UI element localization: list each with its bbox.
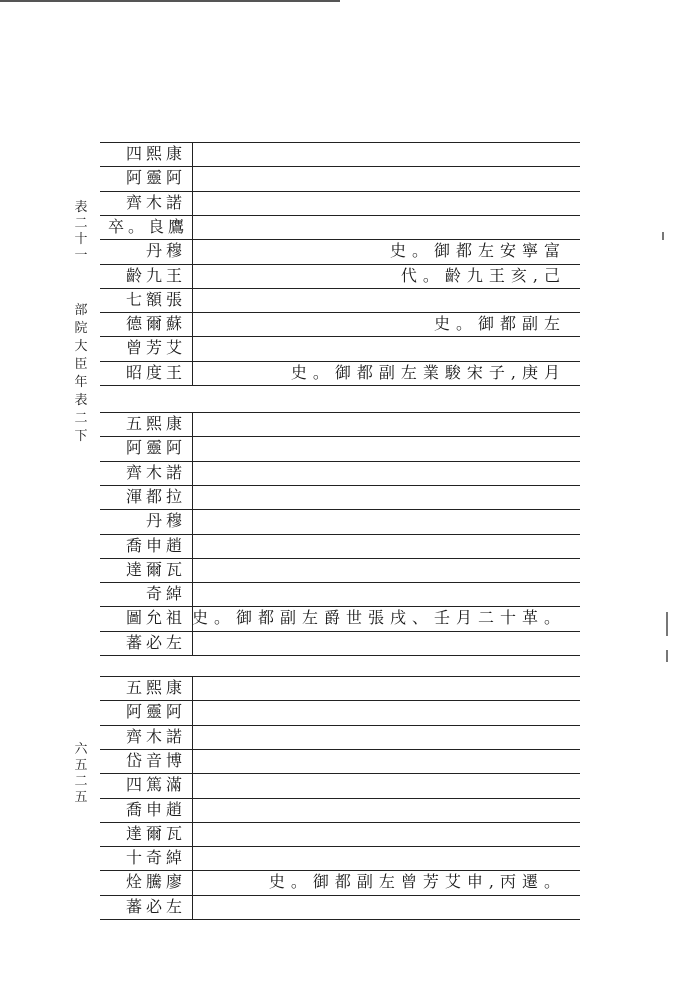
margin-char: 六 — [74, 742, 88, 757]
official-name: 阿靈阿 — [125, 702, 186, 722]
official-name: 齡九王 — [125, 265, 186, 285]
margin-char: 二 — [74, 411, 88, 426]
official-name: 四篤滿 — [125, 775, 186, 795]
scan-top-edge — [0, 0, 340, 2]
official-name: 烇騰廖 — [125, 872, 186, 892]
row-rule — [100, 919, 580, 920]
appointment-note: 史。御都副左 — [433, 314, 566, 334]
appointment-note: 史。御都副左曾芳艾申,丙遷。 — [268, 872, 566, 892]
official-name: 七額張 — [125, 289, 186, 309]
official-name: 達爾瓦 — [125, 823, 186, 843]
margin-char: 二 — [74, 216, 88, 231]
official-name: 卒。良鷹 — [108, 216, 189, 236]
margin-char: 十 — [74, 232, 88, 247]
appointment-note: 史。御都副左爵世張戌、壬月二十革。 — [191, 608, 566, 628]
scan-speck — [662, 232, 664, 240]
appointment-note: 代。齡九王亥,己 — [400, 265, 566, 285]
margin-char: 年 — [74, 375, 88, 390]
margin-char: 表 — [74, 393, 88, 408]
table-section — [100, 142, 580, 385]
margin-char: 大 — [74, 339, 88, 354]
margin-char: 表 — [74, 200, 88, 215]
row-rule — [100, 655, 580, 656]
official-name: 齊木諾 — [125, 192, 186, 212]
official-name: 五熙康 — [125, 678, 186, 697]
official-name: 蕃必左 — [125, 896, 186, 916]
row-rule — [100, 385, 580, 386]
official-name: 喬申趙 — [125, 799, 186, 819]
official-name: 奇綽 — [145, 584, 186, 604]
appointment-note: 史。御都左安寧富 — [389, 241, 566, 261]
margin-char: 二 — [74, 774, 88, 789]
scan-speck — [666, 650, 668, 662]
appointment-note: 史。御都副左業駿宋子,庚月 — [290, 362, 566, 382]
page-number — [74, 742, 88, 806]
official-name: 十奇綽 — [125, 848, 186, 868]
official-name: 丹穆 — [145, 241, 186, 261]
official-name: 德爾蘇 — [125, 314, 186, 334]
official-name: 渾都拉 — [125, 486, 186, 506]
official-name: 喬申趙 — [125, 535, 186, 555]
column-divider — [192, 142, 193, 385]
official-name: 昭度王 — [125, 362, 186, 382]
margin-volume-label — [74, 200, 88, 264]
margin-char: 部 — [74, 303, 88, 318]
official-name: 蕃必左 — [125, 632, 186, 652]
margin-char: 臣 — [74, 357, 88, 372]
official-name: 圖允祖 — [125, 608, 186, 628]
official-name: 四熙康 — [125, 144, 186, 163]
official-name: 岱音博 — [125, 750, 186, 770]
table-section — [100, 676, 580, 919]
official-name: 丹穆 — [145, 511, 186, 531]
margin-char: 院 — [74, 321, 88, 336]
column-divider — [192, 676, 193, 919]
margin-char: 五 — [74, 790, 88, 805]
official-name: 阿靈阿 — [125, 168, 186, 188]
official-name: 阿靈阿 — [125, 438, 186, 458]
margin-char: 下 — [74, 429, 88, 444]
official-name: 齊木諾 — [125, 462, 186, 482]
margin-title — [74, 302, 88, 446]
scan-speck — [666, 612, 668, 636]
margin-char: 一 — [74, 248, 88, 263]
margin-char: 五 — [74, 758, 88, 773]
official-name: 曾芳艾 — [125, 338, 186, 358]
official-name: 齊木諾 — [125, 726, 186, 746]
table-section — [100, 412, 580, 655]
official-name: 達爾瓦 — [125, 559, 186, 579]
official-name: 五熙康 — [125, 414, 186, 433]
